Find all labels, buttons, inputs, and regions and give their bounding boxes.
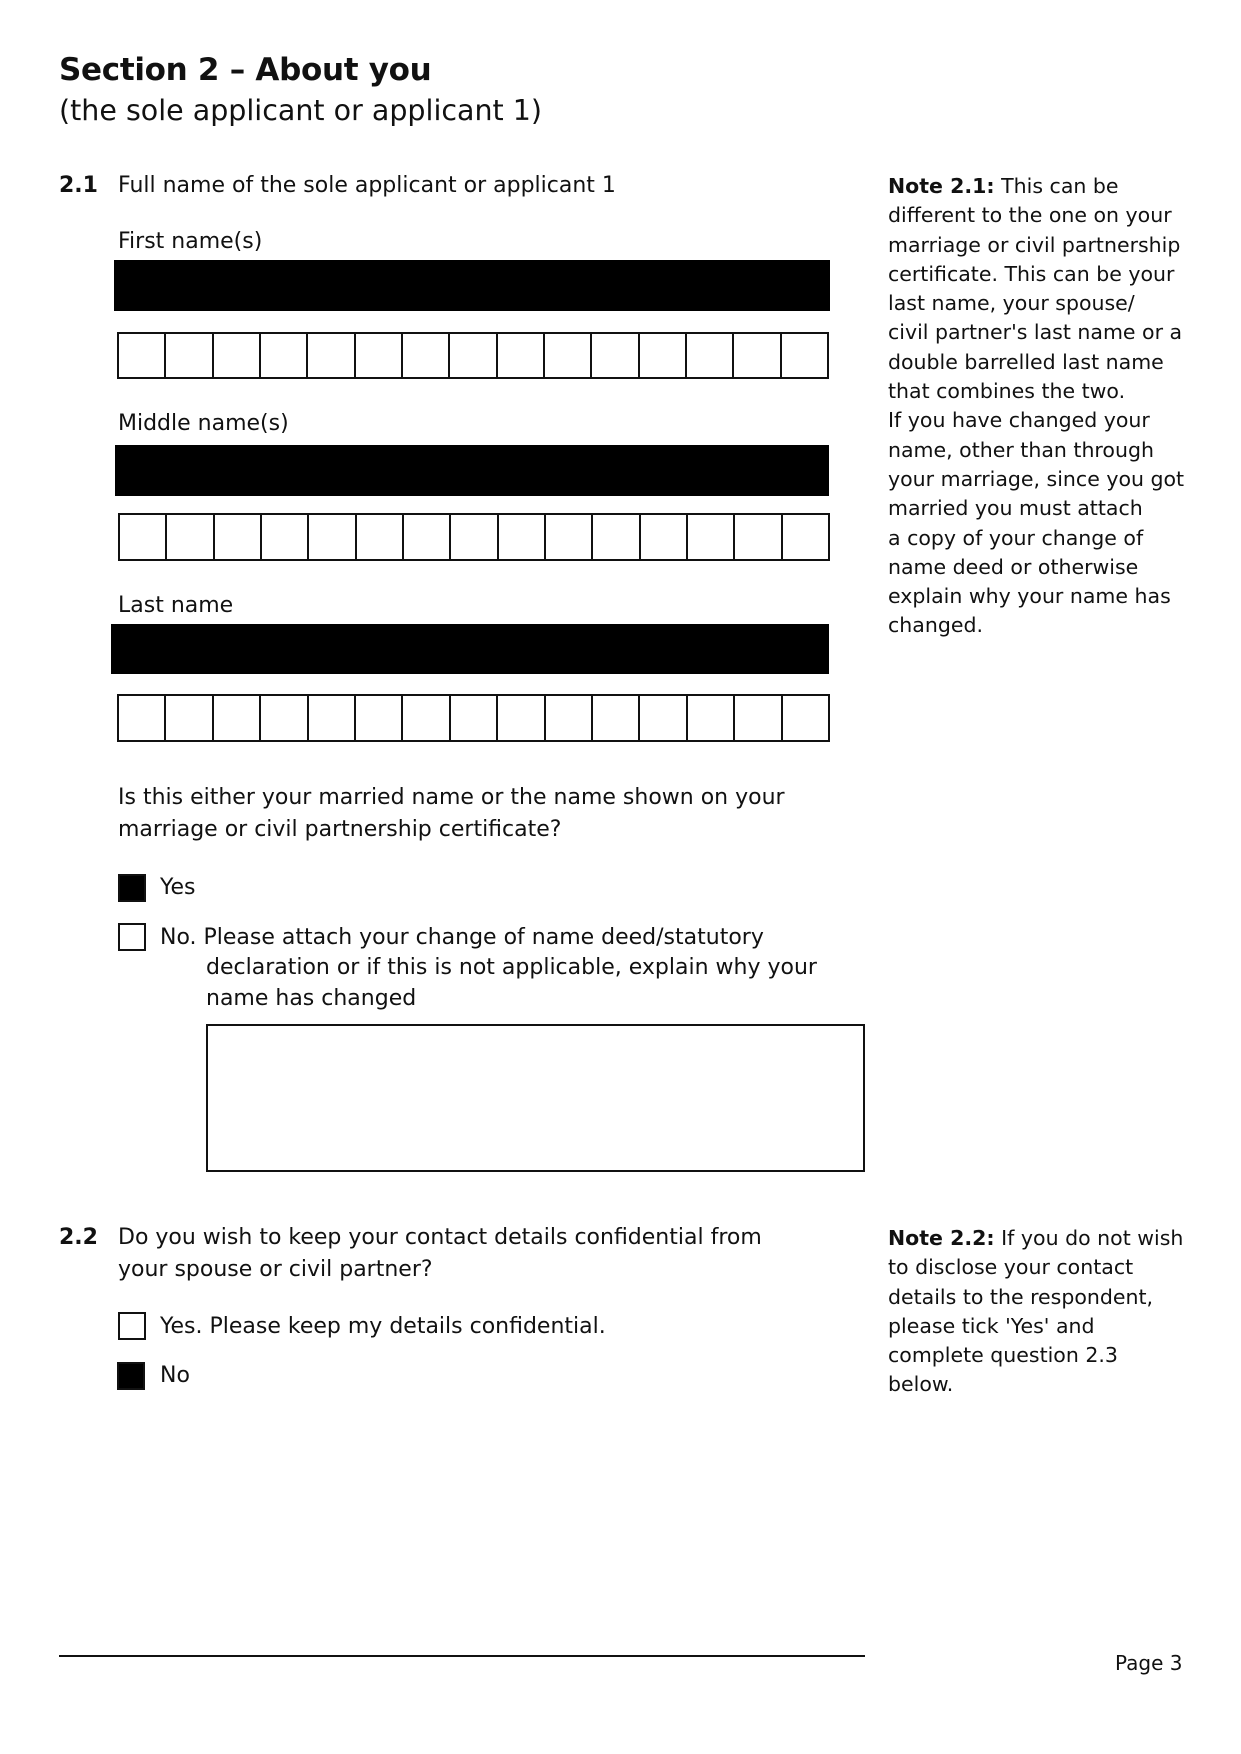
page-number: Page 3 <box>1115 1651 1183 1675</box>
letter-cell[interactable] <box>215 515 262 559</box>
letter-cell[interactable] <box>214 334 261 377</box>
letter-cell[interactable] <box>214 696 261 740</box>
letter-cell[interactable] <box>640 334 687 377</box>
letter-cell[interactable] <box>593 696 640 740</box>
letter-cell[interactable] <box>783 696 830 740</box>
married-name-yes-label: Yes <box>160 875 196 900</box>
section-title: Section 2 – About you <box>59 52 432 88</box>
first-name-field[interactable] <box>117 332 829 379</box>
redaction-bar-last-name <box>111 624 829 674</box>
letter-cell[interactable] <box>166 334 213 377</box>
married-name-no-checkbox[interactable] <box>118 923 146 951</box>
question-number-2-1: 2.1 <box>59 173 98 198</box>
redaction-bar-first-name <box>114 260 830 311</box>
letter-cell[interactable] <box>593 515 640 559</box>
confidential-no-label: No <box>160 1363 190 1388</box>
note-2-1-line: changed. <box>888 613 983 638</box>
first-name-label: First name(s) <box>118 229 263 254</box>
letter-cell[interactable] <box>120 515 167 559</box>
section-subtitle: (the sole applicant or applicant 1) <box>59 94 543 127</box>
letter-cell[interactable] <box>687 334 734 377</box>
letter-cell[interactable] <box>498 334 545 377</box>
married-name-no-label-line2: declaration or if this is not applicable, explain why your <box>206 955 817 980</box>
note-2-1-line: If you have changed your <box>888 408 1150 433</box>
note-2-1-text: This can be <box>1001 174 1119 198</box>
note-2-1-line: certificate. This can be your <box>888 261 1175 286</box>
letter-cell[interactable] <box>688 696 735 740</box>
note-2-1-line: name, other than through <box>888 437 1154 462</box>
letter-cell[interactable] <box>641 515 688 559</box>
note-2-1-line: explain why your name has <box>888 584 1171 609</box>
confidential-yes-checkbox[interactable] <box>118 1312 146 1340</box>
letter-cell[interactable] <box>546 696 593 740</box>
letter-cell[interactable] <box>404 515 451 559</box>
letter-cell[interactable] <box>735 696 782 740</box>
letter-cell[interactable] <box>403 696 450 740</box>
letter-cell[interactable] <box>592 334 639 377</box>
letter-cell[interactable] <box>498 696 545 740</box>
letter-cell[interactable] <box>262 515 309 559</box>
note-2-1-line: your marriage, since you got <box>888 466 1185 491</box>
letter-cell[interactable] <box>309 696 356 740</box>
letter-cell[interactable] <box>119 696 166 740</box>
married-name-question-line2: marriage or civil partnership certificate? <box>118 817 562 842</box>
letter-cell[interactable] <box>261 696 308 740</box>
note-2-1-line: different to the one on your <box>888 203 1172 228</box>
letter-cell[interactable] <box>403 334 450 377</box>
note-2-1 <box>888 172 1188 641</box>
confidential-yes-label: Yes. Please keep my details confidential. <box>160 1314 606 1339</box>
letter-cell[interactable] <box>356 334 403 377</box>
letter-cell[interactable] <box>309 515 356 559</box>
note-2-1-line: married you must attach <box>888 496 1143 521</box>
note-2-1-line-0 <box>888 172 1188 201</box>
last-name-label: Last name <box>118 593 234 618</box>
note-2-2-line: below. <box>888 1372 954 1397</box>
note-2-1-heading: Note 2.1: <box>888 174 995 198</box>
name-change-explanation-textarea[interactable] <box>206 1024 865 1172</box>
letter-cell[interactable] <box>546 515 593 559</box>
letter-cell[interactable] <box>450 334 497 377</box>
letter-cell[interactable] <box>499 515 546 559</box>
question-number-2-2: 2.2 <box>59 1225 98 1250</box>
letter-cell[interactable] <box>735 515 782 559</box>
note-2-2-line: complete question 2.3 <box>888 1343 1118 1368</box>
note-2-1-line: name deed or otherwise <box>888 554 1139 579</box>
letter-cell[interactable] <box>167 515 214 559</box>
married-name-no-label-line3: name has changed <box>206 986 417 1011</box>
letter-cell[interactable] <box>261 334 308 377</box>
note-2-1-line: that combines the two. <box>888 379 1126 404</box>
note-2-2-line: details to the respondent, <box>888 1284 1154 1309</box>
letter-cell[interactable] <box>356 696 403 740</box>
letter-cell[interactable] <box>782 334 829 377</box>
note-2-2-line: please tick 'Yes' and <box>888 1313 1095 1338</box>
redaction-bar-middle-name <box>115 445 829 496</box>
letter-cell[interactable] <box>357 515 404 559</box>
question-2-1-text: Full name of the sole applicant or applicant 1 <box>118 173 616 198</box>
letter-cell[interactable] <box>166 696 213 740</box>
middle-name-label: Middle name(s) <box>118 411 289 436</box>
married-name-question-line1: Is this either your married name or the name shown on your <box>118 785 785 810</box>
confidential-no-checkbox[interactable] <box>117 1362 145 1390</box>
note-2-1-line: marriage or civil partnership <box>888 232 1181 257</box>
note-2-1-line: last name, your spouse/ <box>888 291 1135 316</box>
middle-name-field[interactable] <box>118 513 830 561</box>
note-2-2 <box>888 1224 1188 1400</box>
letter-cell[interactable] <box>451 515 498 559</box>
note-2-2-text: If you do not wish <box>1001 1226 1184 1250</box>
question-2-2-text-line1: Do you wish to keep your contact details confidential from <box>118 1225 762 1250</box>
note-2-2-line-0 <box>888 1224 1188 1253</box>
question-2-2-text-line2: your spouse or civil partner? <box>118 1257 433 1282</box>
last-name-field[interactable] <box>117 694 830 742</box>
note-2-2-line: to disclose your contact <box>888 1255 1134 1280</box>
letter-cell[interactable] <box>734 334 781 377</box>
letter-cell[interactable] <box>308 334 355 377</box>
letter-cell[interactable] <box>640 696 687 740</box>
note-2-2-heading: Note 2.2: <box>888 1226 995 1250</box>
married-name-yes-checkbox[interactable] <box>118 874 146 902</box>
letter-cell[interactable] <box>783 515 830 559</box>
letter-cell[interactable] <box>545 334 592 377</box>
note-2-1-line: a copy of your change of <box>888 525 1144 550</box>
note-2-1-line: civil partner's last name or a <box>888 320 1183 345</box>
married-name-no-label-line1: No. Please attach your change of name deed/statutory <box>160 925 764 950</box>
letter-cell[interactable] <box>451 696 498 740</box>
letter-cell[interactable] <box>119 334 166 377</box>
footer-divider <box>59 1655 865 1657</box>
note-2-1-line: double barrelled last name <box>888 349 1164 374</box>
letter-cell[interactable] <box>688 515 735 559</box>
